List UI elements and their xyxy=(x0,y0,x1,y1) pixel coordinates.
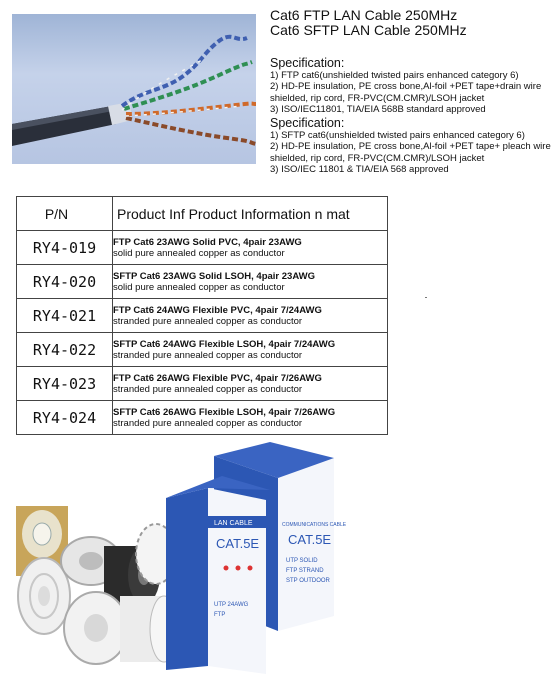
spec-heading: Specification: xyxy=(270,56,345,70)
part-number: RY4-024 xyxy=(17,401,113,435)
spec-line: 2) HD-PE insulation, PE cross bone,Al-foil +PET tape+drain wire xyxy=(270,81,542,93)
cable-illustration xyxy=(12,14,256,164)
product-title-ftp: Cat6 FTP LAN Cable 250MHz xyxy=(270,7,458,23)
part-number: RY4-021 xyxy=(17,299,113,333)
product-info xyxy=(113,401,388,435)
table-row xyxy=(17,231,388,265)
spec-line: 3) ISO/IEC11801, TIA/EIA 568B standard approved xyxy=(270,103,486,115)
product-conductor: stranded pure annealed copper as conductor xyxy=(113,417,303,429)
spec-heading: Specification: xyxy=(270,116,345,130)
product-name: FTP Cat6 23AWG Solid PVC, 4pair 23AWG xyxy=(113,236,302,248)
product-name: FTP Cat6 24AWG Flexible PVC, 4pair 7/24AWG xyxy=(113,304,322,316)
back-box-opt: STP OUTDOOR xyxy=(286,578,330,584)
front-box-opt: UTP 24AWG xyxy=(214,602,249,608)
product-info xyxy=(113,299,388,333)
table-row xyxy=(17,401,388,435)
part-number: RY4-023 xyxy=(17,367,113,401)
table-row xyxy=(17,333,388,367)
spec-line: shielded, rip cord, FR-PVC(CM.CMR)/LSOH jacket xyxy=(270,152,485,164)
product-title-sftp: Cat6 SFTP LAN Cable 250MHz xyxy=(270,22,467,38)
table-header-row xyxy=(17,197,388,231)
product-name: SFTP Cat6 24AWG Flexible LSOH, 4pair 7/24AWG xyxy=(113,338,336,350)
table-row xyxy=(17,265,388,299)
product-info xyxy=(113,231,388,265)
product-info xyxy=(113,367,388,401)
specification-ftp xyxy=(270,56,552,115)
product-conductor: stranded pure annealed copper as conductor xyxy=(113,383,303,395)
table-row xyxy=(17,367,388,401)
back-box-opt: UTP SOLID xyxy=(286,558,318,564)
front-box-cat: CAT.5E xyxy=(216,536,260,551)
cable-boxes-illustration xyxy=(16,456,347,674)
product-name: SFTP Cat6 23AWG Solid LSOH, 4pair 23AWG xyxy=(113,270,316,282)
specification-sftp xyxy=(270,116,552,175)
spec-line: shielded, rip cord, FR-PVC(CM.CMR)/LSOH jacket xyxy=(270,92,485,104)
cable-photo xyxy=(12,14,256,164)
part-number: RY4-020 xyxy=(17,265,113,299)
back-box-cat: CAT.5E xyxy=(288,532,332,547)
product-name: SFTP Cat6 26AWG Flexible LSOH, 4pair 7/26AWG xyxy=(113,406,336,418)
cable-box-front xyxy=(166,476,270,674)
back-box-label: COMMUNICATIONS CABLE xyxy=(282,522,347,528)
product-conductor: solid pure annealed copper as conductor xyxy=(113,281,285,293)
front-box-label: LAN CABLE xyxy=(214,520,253,527)
table-row xyxy=(17,299,388,333)
part-number: RY4-022 xyxy=(17,333,113,367)
product-conductor: stranded pure annealed copper as conductor xyxy=(113,315,303,327)
spec-line: 1) SFTP cat6(unshielded twisted pairs enhanced category 6) xyxy=(270,130,525,141)
stray-mark xyxy=(425,297,427,298)
title-block xyxy=(270,8,467,38)
spec-line: 1) FTP cat6(unshielded twisted pairs enhanced category 6) xyxy=(270,70,519,81)
header-product-info: Product Inf Product Information n mat xyxy=(113,197,388,231)
product-info xyxy=(113,333,388,367)
spec-line: 2) HD-PE insulation, PE cross bone,Al-foil +PET tape+ pleach wire xyxy=(270,141,551,153)
cable-products-photo xyxy=(16,456,347,674)
back-box-opt: FTP STRAND xyxy=(286,568,324,574)
product-name: FTP Cat6 26AWG Flexible PVC, 4pair 7/26AWG xyxy=(113,372,322,384)
part-number: RY4-019 xyxy=(17,231,113,265)
spec-line: 3) ISO/IEC 11801 & TIA/EIA 568 approved xyxy=(270,163,449,175)
product-conductor: stranded pure annealed copper as conductor xyxy=(113,349,303,361)
white-cable-reel-icon xyxy=(64,592,178,664)
product-conductor: solid pure annealed copper as conductor xyxy=(113,247,285,259)
header-part-number: P/N xyxy=(17,197,113,231)
product-table xyxy=(16,196,388,435)
front-box-opt: FTP xyxy=(214,612,226,618)
product-info xyxy=(113,265,388,299)
